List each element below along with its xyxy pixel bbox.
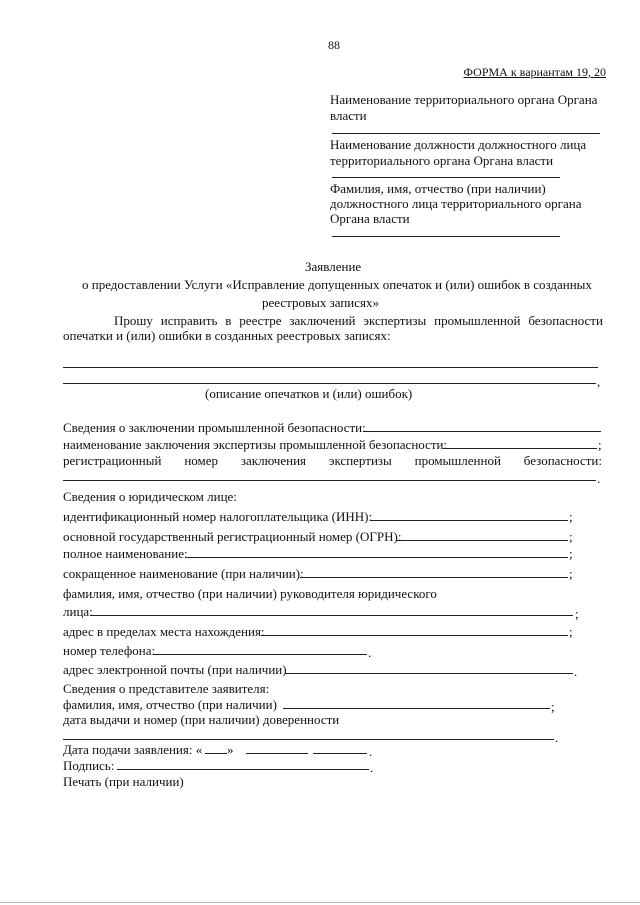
- conclusion-reg-number-field[interactable]: [63, 480, 596, 481]
- inn-semicolon: ;: [569, 509, 573, 524]
- representative-heading: Сведения о представителе заявителя:: [63, 681, 270, 696]
- official-name-field[interactable]: [332, 236, 560, 237]
- conclusion-field[interactable]: [363, 431, 601, 432]
- org-name-line-1: Наименование территориального органа Органа: [330, 92, 598, 107]
- head-name-label-line-1: фамилия, имя, отчество (при наличии) руководителя юридического: [63, 586, 437, 601]
- email-label: адрес электронной почты (при наличии): [63, 662, 287, 677]
- short-name-field[interactable]: [300, 577, 568, 578]
- address-semicolon: ;: [569, 624, 573, 639]
- short-name-label: сокращенное наименование (при наличии):: [63, 566, 304, 581]
- email-field[interactable]: [285, 673, 573, 674]
- page-number: 88: [328, 38, 340, 52]
- address-label: адрес в пределах места нахождения:: [63, 624, 265, 639]
- conclusion-reg-number-period: .: [597, 471, 601, 486]
- inn-field[interactable]: [370, 520, 568, 521]
- official-name-line-3: Органа власти: [330, 211, 410, 226]
- phone-period: .: [368, 645, 372, 660]
- head-name-field[interactable]: [90, 615, 573, 616]
- email-period: .: [574, 664, 578, 679]
- official-position-line-2: территориального органа Органа власти: [330, 153, 554, 168]
- ogrn-semicolon: ;: [569, 529, 573, 544]
- submission-year-field[interactable]: [313, 753, 367, 754]
- submission-date-period: .: [369, 744, 373, 759]
- full-name-field[interactable]: [186, 557, 568, 558]
- signature-field[interactable]: [117, 769, 369, 770]
- request-line-2: опечатки и (или) ошибки в созданных реестровых записях:: [63, 328, 391, 343]
- full-name-label: полное наименование:: [63, 546, 188, 561]
- proxy-period: .: [555, 730, 559, 745]
- org-name-field[interactable]: [332, 133, 600, 134]
- proxy-field[interactable]: [63, 739, 554, 740]
- submission-month-field[interactable]: [246, 753, 308, 754]
- ogrn-label: основной государственный регистрационный номер (ОГРН):: [63, 529, 402, 544]
- page-bottom-edge: [0, 902, 640, 903]
- representative-name-label: фамилия, имя, отчество (при наличии): [63, 697, 277, 712]
- full-name-semicolon: ;: [569, 546, 573, 561]
- document-subtitle-line-1: о предоставлении Услуги «Исправление допущенных опечаток и (или) ошибок в созданных: [82, 277, 592, 292]
- signature-label: Подпись:: [63, 758, 115, 773]
- form-reference: ФОРМА к вариантам 19, 20: [463, 65, 606, 79]
- submission-date-close-quote: »: [227, 742, 234, 757]
- official-position-line-1: Наименование должности должностного лица: [330, 137, 587, 152]
- phone-field[interactable]: [153, 654, 367, 655]
- document-title: Заявление: [305, 259, 362, 274]
- conclusion-reg-number-label: регистрационный номер заключения экспертизы промышленной безопасности:: [63, 453, 602, 468]
- conclusion-name-semicolon: ;: [598, 437, 602, 452]
- conclusion-heading: Сведения о заключении промышленной безопасности:: [63, 420, 366, 435]
- submission-day-field[interactable]: [205, 753, 227, 754]
- short-name-semicolon: ;: [569, 566, 573, 581]
- inn-label: идентификационный номер налогоплательщика (ИНН):: [63, 509, 373, 524]
- ogrn-field[interactable]: [397, 540, 568, 541]
- phone-label: номер телефона:: [63, 643, 156, 658]
- representative-name-field[interactable]: [283, 708, 550, 709]
- conclusion-name-label: наименование заключения экспертизы промышленной безопасности:: [63, 437, 448, 452]
- errors-description-comma: ,: [597, 374, 601, 389]
- official-name-line-1: Фамилия, имя, отчество (при наличии): [330, 181, 546, 196]
- head-name-label-line-2: лица:: [63, 604, 93, 619]
- official-name-line-2: должностного лица территориального органа: [330, 196, 582, 211]
- proxy-label: дата выдачи и номер (при наличии) доверенности: [63, 712, 340, 727]
- stamp-label: Печать (при наличии): [63, 774, 184, 789]
- address-field[interactable]: [261, 635, 568, 636]
- errors-description-caption: (описание опечатков и (или) ошибок): [205, 386, 413, 401]
- errors-description-field-2[interactable]: [63, 383, 596, 384]
- conclusion-name-field[interactable]: [443, 448, 597, 449]
- representative-name-semicolon: ;: [551, 699, 555, 714]
- document-subtitle-line-2: реестровых записях»: [262, 295, 379, 310]
- errors-description-field-1[interactable]: [63, 367, 598, 368]
- request-line-1: Прошу исправить в реестре заключений экспертизы промышленной безопасности: [114, 313, 603, 328]
- legal-entity-heading: Сведения о юридическом лице:: [63, 489, 237, 504]
- submission-date-label: Дата подачи заявления: «: [63, 742, 203, 757]
- org-name-line-2: власти: [330, 108, 367, 123]
- signature-period: .: [370, 760, 374, 775]
- official-position-field[interactable]: [332, 177, 560, 178]
- head-name-semicolon: ;: [575, 606, 579, 621]
